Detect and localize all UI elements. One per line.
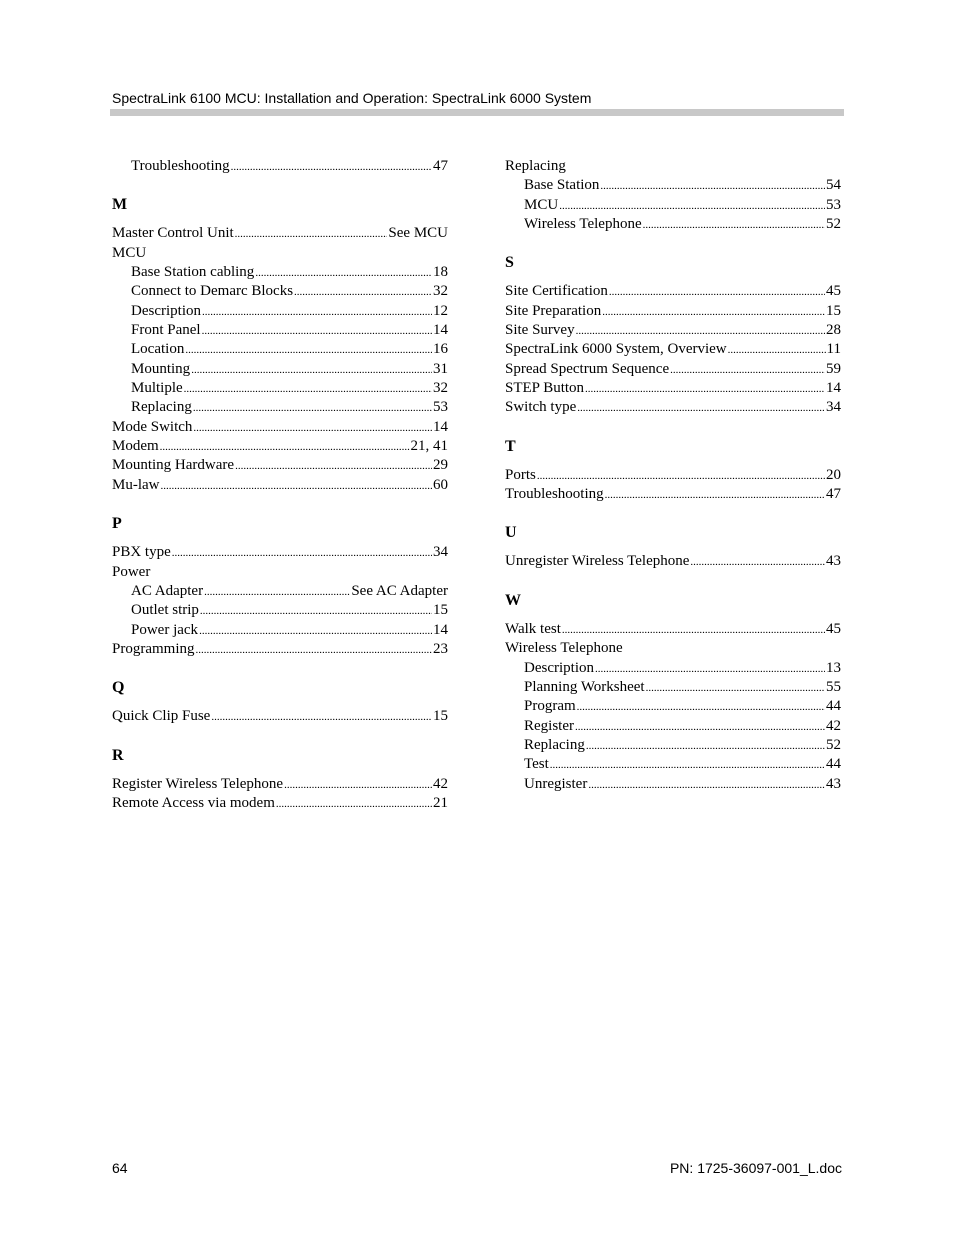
dot-leader <box>575 718 825 736</box>
index-entry <box>112 456 448 475</box>
index-page-ref: 34 <box>826 399 841 416</box>
index-page-ref: 44 <box>826 698 841 715</box>
index-term: Spread Spectrum Sequence <box>505 360 670 377</box>
dot-leader <box>235 457 432 475</box>
dot-leader <box>537 467 825 485</box>
index-term: Front Panel <box>131 322 201 339</box>
index-entry <box>112 418 448 437</box>
index-subentry <box>505 755 841 774</box>
index-term: PBX type <box>112 544 171 561</box>
index-term: AC Adapter <box>131 582 204 599</box>
index-term: Mounting Hardware <box>112 457 235 474</box>
index-page-ref: 52 <box>826 736 841 753</box>
index-term: Description <box>131 302 201 319</box>
part-number: PN: 1725-36097-001_L.doc <box>669 1160 842 1176</box>
index-page-ref: See MCU <box>388 225 448 242</box>
dot-leader <box>605 486 825 504</box>
index-page-ref: 31 <box>433 360 448 377</box>
index-term: Ports <box>505 466 536 483</box>
index-term: Site Preparation <box>505 302 602 319</box>
index-subentry <box>505 215 841 234</box>
index-term: Troubleshooting <box>131 158 230 174</box>
dot-leader <box>193 399 432 417</box>
dot-leader <box>602 303 825 321</box>
index-entry <box>112 563 448 582</box>
index-term: Mounting <box>131 360 191 377</box>
index-letter-heading: Q <box>112 679 125 697</box>
dot-leader <box>690 553 825 571</box>
index-page-ref: 12 <box>433 302 448 319</box>
index-term: Quick Clip Fuse <box>112 708 211 725</box>
index-term: Replacing <box>524 736 585 753</box>
dot-leader <box>728 341 826 359</box>
index-term: Troubleshooting <box>505 486 604 503</box>
dot-leader <box>559 197 825 215</box>
index-letter-heading: U <box>505 524 517 542</box>
dot-leader <box>202 303 432 321</box>
index-term: Register Wireless Telephone <box>112 775 284 792</box>
index-term: Planning Worksheet <box>524 678 645 695</box>
index-page-ref: 32 <box>433 380 448 397</box>
index-page-ref: 45 <box>826 620 841 637</box>
page-number: 64 <box>112 1160 128 1176</box>
index-term: MCU <box>112 244 147 261</box>
index-entry <box>505 321 841 340</box>
dot-leader <box>588 776 825 794</box>
index-subentry <box>505 717 841 736</box>
index-term: Master Control Unit <box>112 225 234 242</box>
index-page-ref: 29 <box>433 457 448 474</box>
index-page-ref: 15 <box>433 602 448 619</box>
index-subentry <box>112 282 448 301</box>
index-entry <box>505 282 841 301</box>
index-term: Modem <box>112 438 159 455</box>
index-page-ref: 54 <box>826 177 841 194</box>
index-letter-heading: W <box>505 591 521 609</box>
index-page-ref: 11 <box>826 341 841 358</box>
index-entry <box>112 775 448 794</box>
index-page-ref: 15 <box>433 708 448 725</box>
dot-leader <box>235 225 388 243</box>
index-column-right <box>505 157 841 794</box>
index-term: Site Certification <box>505 283 608 300</box>
index-page-ref: 47 <box>433 158 448 174</box>
index-entry <box>505 360 841 379</box>
dot-leader <box>577 698 825 716</box>
dot-leader <box>294 283 432 301</box>
index-term: Test <box>524 756 549 773</box>
index-subentry <box>112 302 448 321</box>
index-letter-heading: S <box>505 254 514 272</box>
index-term: SpectraLink 6000 System, Overview <box>505 341 727 358</box>
dot-leader <box>550 756 825 774</box>
index-subentry <box>112 398 448 417</box>
dot-leader <box>204 583 350 601</box>
index-entry <box>505 466 841 485</box>
index-page-ref: 53 <box>433 399 448 416</box>
dot-leader <box>609 283 825 301</box>
index-page-ref: 43 <box>826 553 841 570</box>
dot-leader <box>160 438 410 456</box>
index-term: Base Station cabling <box>131 264 255 281</box>
index-term: Mode Switch <box>112 418 193 435</box>
index-entry <box>505 157 841 176</box>
index-term: STEP Button <box>505 380 585 397</box>
index-entry <box>505 340 841 359</box>
index-term: Switch type <box>505 399 577 416</box>
dot-leader <box>255 264 432 282</box>
index-term: Replacing <box>505 158 566 174</box>
index-subentry <box>505 659 841 678</box>
index-subentry <box>112 582 448 601</box>
index-subentry <box>112 621 448 640</box>
index-page-ref: 20 <box>826 466 841 483</box>
dot-leader <box>202 322 432 340</box>
index-entry <box>112 707 448 726</box>
dot-leader <box>600 177 825 195</box>
index-term: Location <box>131 341 185 358</box>
index-subentry <box>505 196 841 215</box>
index-entry <box>505 379 841 398</box>
index-subentry <box>505 736 841 755</box>
dot-leader <box>643 216 825 234</box>
index-subentry <box>505 697 841 716</box>
index-page-ref: 14 <box>433 621 448 638</box>
dot-leader <box>172 544 432 562</box>
index-page-ref: 42 <box>433 775 448 792</box>
dot-leader <box>161 477 433 495</box>
index-subentry <box>112 340 448 359</box>
index-term: Programming <box>112 640 195 657</box>
dot-leader <box>576 322 825 340</box>
index-entry <box>505 620 841 639</box>
index-page-ref: 21 <box>433 794 448 811</box>
dot-leader <box>585 380 825 398</box>
index-subentry <box>112 263 448 282</box>
index-term: Walk test <box>505 620 561 637</box>
index-term: Description <box>524 659 594 676</box>
dot-leader <box>200 602 432 620</box>
index-letter-heading: T <box>505 437 516 455</box>
index-term: Multiple <box>131 380 183 397</box>
dot-leader <box>191 361 432 379</box>
index-term: Wireless Telephone <box>524 216 642 233</box>
dot-leader <box>211 708 432 726</box>
index-subentry <box>112 157 448 176</box>
index-page-ref: 59 <box>826 360 841 377</box>
index-page-ref: 23 <box>433 640 448 657</box>
index-entry <box>112 794 448 813</box>
dot-leader <box>199 622 432 640</box>
index-term: Site Survey <box>505 322 575 339</box>
dot-leader <box>646 679 825 697</box>
index-subentry <box>112 360 448 379</box>
index-entry <box>112 437 448 456</box>
dot-leader <box>595 660 825 678</box>
dot-leader <box>670 361 825 379</box>
index-page-ref: 45 <box>826 283 841 300</box>
index-subentry <box>112 321 448 340</box>
dot-leader <box>284 776 432 794</box>
index-term: Wireless Telephone <box>505 640 623 657</box>
dot-leader <box>276 795 432 813</box>
index-page-ref: 32 <box>433 283 448 300</box>
index-page-ref: 42 <box>826 717 841 734</box>
index-entry <box>112 224 448 243</box>
index-subentry <box>112 379 448 398</box>
index-page-ref: 44 <box>826 756 841 773</box>
index-term: Unregister Wireless Telephone <box>505 553 690 570</box>
index-page-ref: 43 <box>826 775 841 792</box>
index-subentry <box>505 775 841 794</box>
index-entry <box>112 476 448 495</box>
index-page-ref: 28 <box>826 322 841 339</box>
header-rule <box>110 109 844 116</box>
dot-leader <box>586 737 825 755</box>
index-term: Register <box>524 717 574 734</box>
index-column-left <box>112 157 448 813</box>
index-page-ref: 55 <box>826 678 841 695</box>
index-page-ref: 14 <box>433 322 448 339</box>
index-subentry <box>505 176 841 195</box>
index-entry <box>112 543 448 562</box>
index-term: Power jack <box>131 621 199 638</box>
index-page-ref: 14 <box>433 418 448 435</box>
index-page-ref: 18 <box>433 264 448 281</box>
dot-leader <box>577 399 825 417</box>
index-letter-heading: P <box>112 515 122 533</box>
index-page-ref: 34 <box>433 544 448 561</box>
index-entry <box>505 302 841 321</box>
index-term: Unregister <box>524 775 588 792</box>
index-term: MCU <box>524 196 559 213</box>
index-page-ref: See AC Adapter <box>351 582 448 599</box>
index-entry <box>505 639 841 658</box>
dot-leader <box>193 419 432 437</box>
dot-leader <box>185 341 432 359</box>
index-page-ref: 47 <box>826 486 841 503</box>
index-page-ref: 52 <box>826 216 841 233</box>
index-subentry <box>505 678 841 697</box>
index-entry <box>505 485 841 504</box>
dot-leader <box>184 380 432 398</box>
dot-leader <box>562 621 825 639</box>
index-page-ref: 15 <box>826 302 841 319</box>
index-entry <box>505 398 841 417</box>
index-page-ref: 60 <box>433 476 448 493</box>
index-term: Program <box>524 698 576 715</box>
index-entry <box>112 244 448 263</box>
index-page-ref: 21, 41 <box>410 438 448 455</box>
index-page-ref: 16 <box>433 341 448 358</box>
index-term: Power <box>112 563 151 580</box>
dot-leader <box>231 158 432 176</box>
index-term: Remote Access via modem <box>112 794 275 811</box>
index-page-ref: 14 <box>826 380 841 397</box>
index-page-ref: 53 <box>826 196 841 213</box>
index-letter-heading: R <box>112 746 124 764</box>
index-subentry <box>112 601 448 620</box>
index-term: Mu-law <box>112 476 160 493</box>
index-page-ref: 13 <box>826 659 841 676</box>
running-header: SpectraLink 6100 MCU: Installation and Operation: SpectraLink 6000 System <box>112 90 592 106</box>
dot-leader <box>196 641 433 659</box>
index-term: Replacing <box>131 399 192 416</box>
index-entry <box>112 640 448 659</box>
index-letter-heading: M <box>112 196 128 214</box>
index-entry <box>505 552 841 571</box>
index-term: Connect to Demarc Blocks <box>131 283 294 300</box>
index-term: Outlet strip <box>131 602 199 619</box>
index-term: Base Station <box>524 177 600 194</box>
